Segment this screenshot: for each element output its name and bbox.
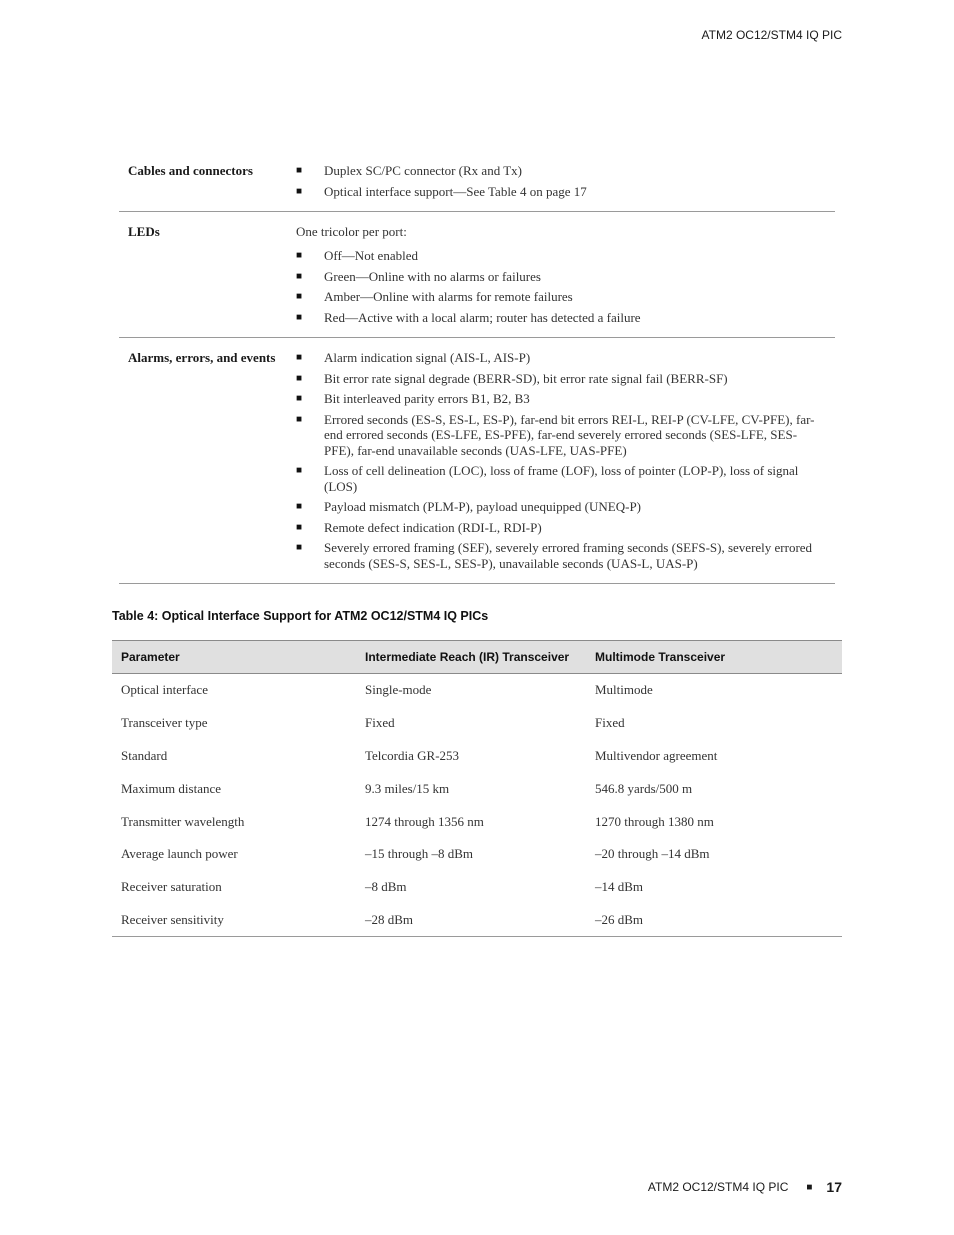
table-cell: Transmitter wavelength bbox=[121, 813, 245, 829]
table-title: Table 4: Optical Interface Support for ATM2 OC12/STM4 IQ PICs bbox=[112, 609, 489, 623]
square-bullet-icon: ■ bbox=[296, 501, 303, 512]
column-header: Parameter bbox=[112, 641, 356, 674]
bullet-list bbox=[296, 350, 835, 571]
list-item: ■ Amber—Online with alarms for remote failures bbox=[296, 289, 573, 304]
list-item: ■ Alarm indication signal (AIS-L, AIS-P) bbox=[296, 350, 531, 365]
spec-body bbox=[296, 224, 835, 325]
list-item: ■ Errored seconds (ES-S, ES-L, ES-P), far-end bit errors REI-L, REI-P (CV-LFE, CV-PFE), far-end errored seconds (ES-LFE, ES-PFE), far-end severely errored seconds (SES-LFE, SES-PFE), far-end unavailable seconds (UAS-LFE, UAS-PFE) bbox=[296, 411, 815, 458]
table-cell: Fixed bbox=[595, 715, 625, 731]
page-footer bbox=[648, 1179, 842, 1195]
optical-interface-table bbox=[112, 640, 842, 937]
square-bullet-icon: ■ bbox=[296, 165, 303, 176]
square-bullet-icon: ■ bbox=[296, 372, 303, 384]
spec-row-cables bbox=[119, 157, 835, 212]
table-cell: 1274 through 1356 nm bbox=[365, 813, 484, 829]
table-cell: Multivendor agreement bbox=[595, 747, 718, 763]
table-row bbox=[112, 871, 842, 904]
table-cell: Transceiver type bbox=[121, 715, 208, 731]
table-row bbox=[112, 772, 842, 805]
spec-body bbox=[296, 163, 835, 199]
table-cell: Telcordia GR-253 bbox=[365, 747, 460, 763]
running-header: ATM2 OC12/STM4 IQ PIC bbox=[701, 28, 842, 42]
column-header: Multimode Transceiver bbox=[586, 641, 842, 674]
bullet-list bbox=[296, 248, 835, 325]
table-cell: Average launch power bbox=[121, 846, 238, 862]
square-bullet-icon: ■ bbox=[296, 465, 303, 476]
spec-label: Alarms, errors, and events bbox=[128, 350, 276, 365]
spec-body bbox=[296, 350, 835, 571]
table-cell: –26 dBm bbox=[586, 904, 842, 937]
square-bullet-icon: ■ bbox=[296, 542, 303, 553]
list-item: ■ Green—Online with no alarms or failures bbox=[296, 268, 541, 284]
list-item: ■ Bit error rate signal degrade (BERR-SD), bit error rate signal fail (BERR-SF) bbox=[296, 370, 728, 386]
table-cell: Optical interface bbox=[121, 682, 208, 698]
square-bullet-icon: ■ bbox=[296, 250, 303, 261]
table-cell: –28 dBm bbox=[356, 904, 586, 937]
square-bullet-icon: ■ bbox=[296, 521, 303, 533]
table-cell: Receiver sensitivity bbox=[112, 904, 356, 937]
table-cell: 1270 through 1380 nm bbox=[595, 813, 714, 829]
list-item: ■ Duplex SC/PC connector (Rx and Tx) bbox=[296, 163, 522, 178]
square-bullet-icon: ■ bbox=[296, 352, 303, 363]
table-cell: –15 through –8 dBm bbox=[365, 846, 473, 862]
square-separator-icon: ■ bbox=[806, 1181, 813, 1193]
list-item: ■ Loss of cell delineation (LOC), loss of frame (LOF), loss of pointer (LOP-P), loss of signal (LOS) bbox=[296, 463, 799, 494]
table-row bbox=[112, 674, 842, 707]
table-cell: –20 through –14 dBm bbox=[595, 846, 710, 862]
square-bullet-icon: ■ bbox=[296, 413, 303, 425]
table-row bbox=[112, 904, 842, 937]
spec-row-alarms bbox=[119, 338, 835, 584]
table-cell: 9.3 miles/15 km bbox=[365, 780, 450, 796]
table-cell: Standard bbox=[121, 747, 168, 763]
list-item: ■ Optical interface support—See Table 4 on page 17 bbox=[296, 183, 587, 199]
footer-title: ATM2 OC12/STM4 IQ PIC bbox=[647, 1180, 789, 1194]
list-item: ■ Severely errored framing (SEF), severely errored framing seconds (SEFS-S), severely errored seconds (SES-S, SES-L, SES-P), unavailable seconds (UAS-L, UAS-P) bbox=[296, 540, 813, 571]
list-item: ■ Payload mismatch (PLM-P), payload unequipped (UNEQ-P) bbox=[296, 499, 642, 514]
spec-intro: One tricolor per port: bbox=[296, 224, 407, 239]
table-cell: Multimode bbox=[595, 682, 653, 698]
list-item: ■ Off—Not enabled bbox=[296, 248, 418, 263]
list-item: ■ Red—Active with a local alarm; router has detected a failure bbox=[296, 309, 641, 325]
spec-table bbox=[119, 157, 835, 584]
list-item: ■ Bit interleaved parity errors B1, B2, B3 bbox=[296, 391, 530, 406]
square-bullet-icon: ■ bbox=[296, 393, 303, 404]
table-row bbox=[112, 740, 842, 773]
table-cell: Receiver saturation bbox=[121, 879, 222, 895]
spec-label: LEDs bbox=[128, 224, 160, 239]
table-row bbox=[112, 707, 842, 740]
page-number: 17 bbox=[826, 1179, 842, 1195]
table-cell: Maximum distance bbox=[121, 780, 222, 796]
table-cell: Fixed bbox=[365, 715, 395, 731]
bullet-list bbox=[296, 163, 835, 199]
square-bullet-icon: ■ bbox=[296, 270, 303, 282]
square-bullet-icon: ■ bbox=[296, 291, 303, 302]
table-cell: Single-mode bbox=[365, 682, 432, 698]
table-cell: –14 dBm bbox=[595, 879, 644, 895]
square-bullet-icon: ■ bbox=[296, 311, 303, 323]
table-row bbox=[112, 838, 842, 871]
list-item: ■ Remote defect indication (RDI-L, RDI-P) bbox=[296, 519, 542, 535]
square-bullet-icon: ■ bbox=[296, 185, 303, 197]
column-header: Intermediate Reach (IR) Transceiver bbox=[356, 641, 586, 674]
table-cell: –8 dBm bbox=[365, 879, 407, 895]
spec-label: Cables and connectors bbox=[128, 163, 253, 178]
table-cell: 546.8 yards/500 m bbox=[595, 780, 693, 796]
table-row bbox=[112, 805, 842, 838]
spec-row-leds bbox=[119, 212, 835, 338]
table-header-row bbox=[112, 641, 842, 674]
